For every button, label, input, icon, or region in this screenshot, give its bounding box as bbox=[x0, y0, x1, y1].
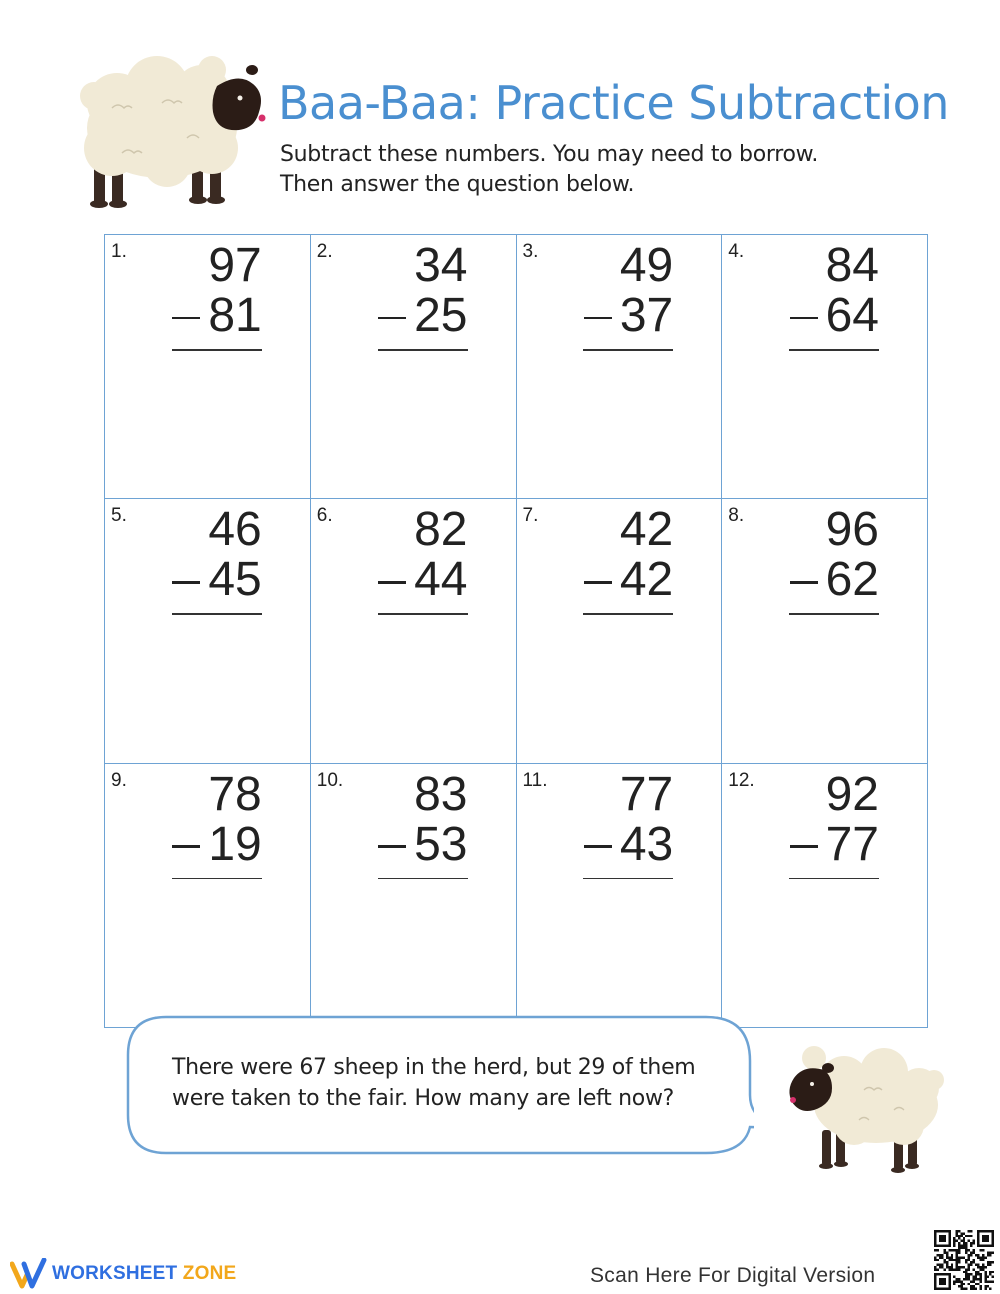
minus-sign bbox=[378, 845, 406, 848]
brand-name: WORKSHEET ZONE bbox=[52, 1263, 237, 1284]
problem-number: 10. bbox=[316, 769, 344, 791]
minuend: 96 bbox=[825, 503, 879, 557]
brand-logo[interactable] bbox=[10, 1258, 236, 1290]
minuend: 49 bbox=[619, 239, 674, 292]
problem-cell bbox=[722, 499, 928, 763]
subtrahend: 45 bbox=[208, 553, 262, 607]
answer-line bbox=[378, 349, 468, 351]
worksheetzone-logo-icon bbox=[10, 1258, 48, 1290]
answer-line bbox=[583, 349, 673, 351]
subtraction-problem bbox=[749, 767, 879, 880]
problem-cell bbox=[105, 235, 311, 499]
problem-number: 6. bbox=[316, 505, 333, 527]
problem-number: 9. bbox=[111, 769, 127, 791]
minus-sign bbox=[584, 845, 612, 848]
word-problem-line: There were 67 sheep in the herd, but 29 of them bbox=[172, 1055, 696, 1080]
minuend: 78 bbox=[208, 767, 262, 821]
subtraction-problem bbox=[132, 767, 262, 880]
minus-sign bbox=[790, 845, 818, 848]
minus-sign bbox=[172, 845, 200, 848]
minuend: 83 bbox=[414, 767, 468, 821]
subtrahend: 53 bbox=[414, 817, 468, 871]
scan-instruction: Scan Here For Digital Version bbox=[590, 1264, 876, 1287]
problem-cell bbox=[311, 235, 517, 499]
problem-cell bbox=[517, 764, 723, 1028]
minuend: 77 bbox=[619, 767, 674, 821]
problem-cell bbox=[311, 499, 517, 763]
minuend: 92 bbox=[825, 767, 879, 821]
subtraction-problem bbox=[132, 505, 262, 615]
subtrahend: 37 bbox=[619, 289, 674, 342]
minus-sign bbox=[584, 317, 612, 320]
subtrahend: 64 bbox=[825, 289, 879, 342]
instruction-line: Then answer the question below. bbox=[280, 172, 635, 197]
sheep-illustration bbox=[784, 1040, 944, 1175]
minuend: 42 bbox=[619, 503, 674, 557]
subtrahend: 19 bbox=[208, 817, 262, 871]
problem-number: 8. bbox=[728, 505, 745, 527]
answer-line bbox=[789, 349, 879, 351]
problem-grid bbox=[104, 234, 928, 1028]
problem-number: 5. bbox=[111, 505, 127, 527]
subtraction-problem bbox=[338, 767, 468, 880]
answer-line bbox=[172, 349, 262, 351]
minus-sign bbox=[790, 317, 818, 320]
problem-number: 2. bbox=[316, 241, 333, 262]
minus-sign bbox=[172, 317, 200, 320]
answer-line bbox=[583, 613, 673, 615]
subtrahend: 25 bbox=[414, 289, 468, 342]
minus-sign bbox=[584, 581, 612, 584]
subtraction-problem bbox=[543, 241, 673, 351]
subtraction-problem bbox=[749, 241, 879, 351]
minus-sign bbox=[790, 581, 818, 584]
subtrahend: 43 bbox=[619, 817, 674, 871]
problem-number: 3. bbox=[522, 241, 539, 262]
answer-line bbox=[378, 878, 468, 880]
sheep-illustration bbox=[72, 48, 272, 213]
minuend: 34 bbox=[414, 239, 468, 292]
minus-sign bbox=[172, 581, 200, 584]
minuend: 97 bbox=[208, 239, 262, 292]
word-problem bbox=[172, 1052, 695, 1114]
subtraction-problem bbox=[543, 767, 674, 880]
subtraction-problem bbox=[338, 241, 468, 351]
minus-sign bbox=[378, 581, 406, 584]
subtraction-problem bbox=[338, 505, 468, 615]
problem-cell bbox=[722, 764, 928, 1028]
word-problem-line: were taken to the fair. How many are left now? bbox=[172, 1086, 675, 1111]
subtraction-problem bbox=[132, 241, 262, 351]
problem-cell bbox=[311, 764, 517, 1028]
minuend: 46 bbox=[208, 503, 262, 557]
problem-cell bbox=[105, 764, 311, 1028]
problem-cell bbox=[517, 235, 723, 499]
answer-line bbox=[172, 878, 262, 880]
subtrahend: 42 bbox=[619, 553, 674, 607]
page-title: Baa-Baa: Practice Subtraction bbox=[278, 76, 949, 130]
subtrahend: 44 bbox=[414, 553, 468, 607]
answer-line bbox=[789, 878, 879, 880]
minuend: 84 bbox=[825, 239, 879, 292]
answer-line bbox=[172, 613, 262, 615]
answer-line bbox=[378, 613, 468, 615]
subtraction-problem bbox=[749, 505, 879, 615]
qr-code[interactable] bbox=[934, 1230, 994, 1290]
problem-number: 1. bbox=[111, 241, 127, 262]
minus-sign bbox=[378, 317, 406, 320]
answer-line bbox=[789, 613, 879, 615]
minuend: 82 bbox=[414, 503, 468, 557]
problem-number: 11. bbox=[522, 769, 548, 791]
problem-number: 7. bbox=[522, 505, 539, 527]
problem-number: 4. bbox=[728, 241, 745, 262]
problem-cell bbox=[722, 235, 928, 499]
instructions bbox=[280, 140, 818, 200]
subtrahend: 77 bbox=[825, 817, 879, 871]
problem-number: 12. bbox=[728, 769, 755, 791]
subtraction-problem bbox=[543, 505, 673, 615]
instruction-line: Subtract these numbers. You may need to borrow. bbox=[280, 142, 819, 167]
problem-cell bbox=[517, 499, 723, 763]
answer-line bbox=[583, 878, 673, 880]
problem-cell bbox=[105, 499, 311, 763]
subtrahend: 62 bbox=[825, 553, 879, 607]
subtrahend: 81 bbox=[208, 289, 262, 342]
